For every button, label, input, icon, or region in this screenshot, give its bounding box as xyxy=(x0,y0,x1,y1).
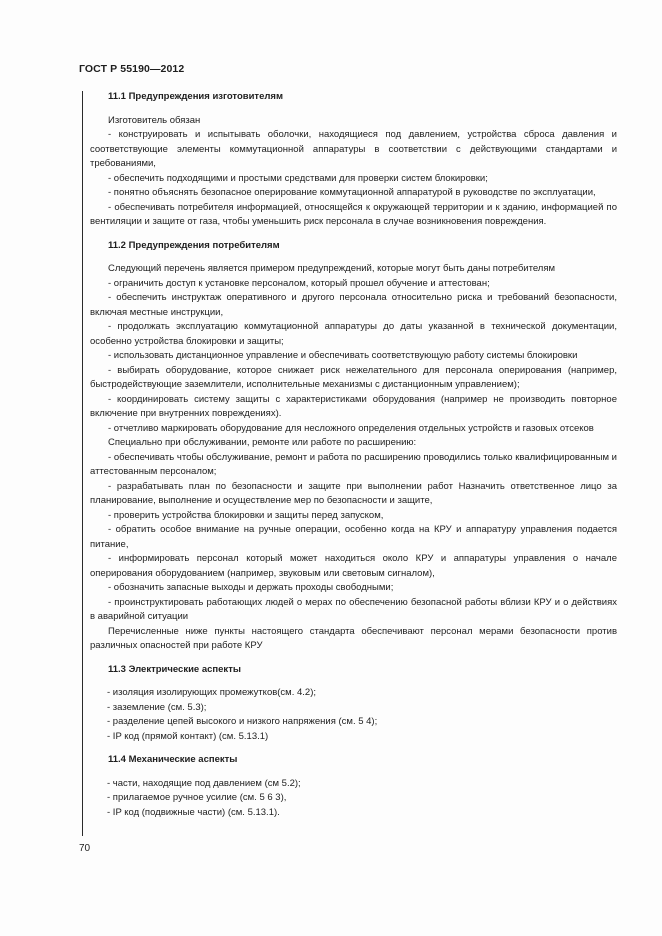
list-item: - конструировать и испытывать оболочки, находящиеся под давлением, устройства сброса давления и соответствующие элементы коммутационной аппаратуры в соответствии с действующими стандартами и требованиями, xyxy=(90,129,617,169)
list-item: - ограничить доступ к установке персоналом, который прошел обучение и аттестован; xyxy=(108,277,490,289)
paragraph: Перечисленные ниже пункты настоящего стандарта обеспечивают персонал мерами безопасности против различных опасностей при работе КРУ xyxy=(90,625,617,651)
paragraph: Специально при обслуживании, ремонте или работе по расширению: xyxy=(108,437,417,448)
document-header: ГОСТ Р 55190—2012 xyxy=(79,63,185,75)
change-bar xyxy=(82,91,83,836)
list-item: - использовать дистанционное управление и обеспечивать соответствующую работу системы блокировки xyxy=(108,350,578,361)
list-item: - части, находящие под давлением (см 5.2); xyxy=(107,777,301,789)
list-item: - обеспечивать потребителя информацией, относящейся к окружающей территории и к зданию, информацией по вентиляции и защите от газа, чтобы уменьшить риск персонала в случае возникновения повреждения. xyxy=(90,201,617,227)
list-item: - прилагаемое ручное усилие (см. 5 6 3), xyxy=(107,792,287,803)
paragraph: Следующий перечень является примером предупреждений, которые могут быть даны потребителям xyxy=(108,263,556,274)
list-item: - IP код (подвижные части) (см. 5.13.1). xyxy=(107,806,280,818)
list-item: - продолжать эксплуатацию коммутационной аппаратуры до даты указанной в технической документации, особенно устройства блокировки и защиты; xyxy=(90,321,617,347)
section-11-1-title: 11.1 Предупреждения изготовителям xyxy=(108,91,283,102)
list-item: - координировать систему защиты с характеристиками оборудования (например не производить повторное включение при внутренних повреждениях). xyxy=(90,393,617,419)
document-body xyxy=(90,90,617,820)
list-item: - обозначить запасные выходы и держать проходы свободными; xyxy=(108,582,394,593)
list-item: - понятно объяснять безопасное оперирование коммутационной аппаратурой в руководстве по эксплуатации, xyxy=(108,187,596,198)
paragraph: Изготовитель обязан xyxy=(108,114,201,126)
page-number: 70 xyxy=(79,843,91,854)
section-11-2-title: 11.2 Предупреждения потребителям xyxy=(108,239,280,251)
section-11-4-title: 11.4 Механические аспекты xyxy=(108,754,238,765)
list-item: - изоляция изолирующих промежутков(см. 4.2); xyxy=(107,687,317,698)
list-item: - обратить особое внимание на ручные операции, особенно когда на КРУ и аппаратуру управления подается питание, xyxy=(90,524,617,550)
list-item: - разделение цепей высокого и низкого напряжения (см. 5 4); xyxy=(107,716,378,727)
list-item: - заземление (см. 5.3); xyxy=(107,701,207,713)
list-item: - проверить устройства блокировки и защиты перед запуском, xyxy=(108,509,384,521)
list-item: - обеспечить инструктаж оперативного и другого персонала относительно риска и требований безопасности, включая местные инструкции, xyxy=(90,292,617,318)
list-item: - обеспечивать чтобы обслуживание, ремонт и работа по расширению проводились только квалифицированным и аттестованным персоналом; xyxy=(90,451,617,477)
section-11-3-title: 11.3 Электрические аспекты xyxy=(108,663,241,675)
list-item: - обеспечить подходящими и простыми средствами для проверки систем блокировки; xyxy=(108,172,488,184)
list-item: - выбирать оборудование, которое снижает риск нежелательного для персонала оперирования (например, быстродействующие заземлители, исполнительные механизмы с дистанционным управлением); xyxy=(90,364,617,390)
list-item: - информировать персонал который может находиться около КРУ и аппаратуры управления о начале оперирования оборудованием (например, звуковым или световым сигналом), xyxy=(90,553,617,579)
list-item: - IP код (прямой контакт) (см. 5.13.1) xyxy=(107,730,269,742)
list-item: - отчетливо маркировать оборудование для несложного определения отдельных устройств и газовых отсеков xyxy=(108,422,594,434)
list-item: - проинструктировать работающих людей о мерах по обеспечению безопасной работы вблизи КРУ и о действиях в аварийной ситуации xyxy=(90,596,617,622)
list-item: - разрабатывать план по безопасности и защите при выполнении работ Назначить ответственное лицо за планирование, выполнение и осуществление мер по безопасности и защите, xyxy=(90,480,617,506)
